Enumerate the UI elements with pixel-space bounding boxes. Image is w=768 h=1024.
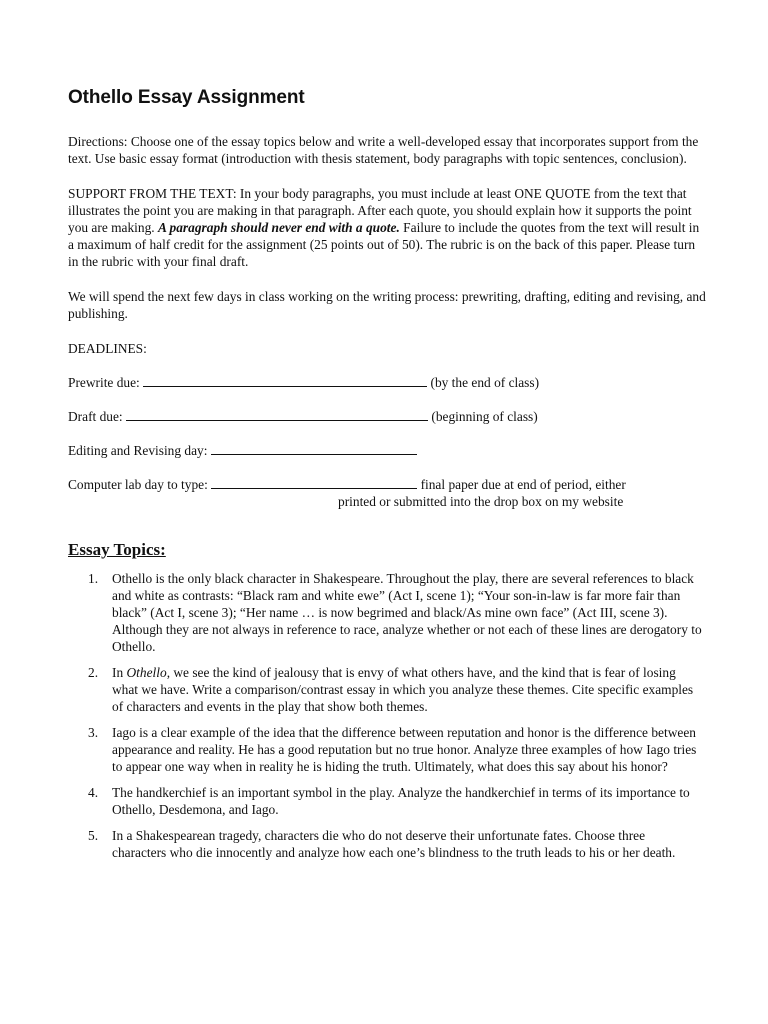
topic-number: 1. <box>88 571 99 586</box>
editing-blank[interactable] <box>211 442 417 455</box>
draft-blank[interactable] <box>126 408 428 421</box>
lab-deadline <box>68 476 708 493</box>
draft-note: (beginning of class) <box>431 409 538 424</box>
support-text-2: Failure to include the quotes from the text will result in a maximum of half credit for the assignment (25 points out of 50). The rubric is on the back of this paper. Please turn in the rubric with your final draft. <box>68 220 700 269</box>
process-paragraph: We will spend the next few days in class working on the writing process: prewriting, drafting, editing and revising, and publishing. <box>68 289 706 321</box>
topic-text: Iago is a clear example of the idea that the difference between reputation and honor is the difference between appearance and reality. He has a good reputation but no true honor. Analyze three examples of how Iago tries to appear one way when in reality he is hiding the truth. Ultimately, what does this say about his honor? <box>112 725 697 774</box>
page-title: Othello Essay Assignment <box>68 87 305 108</box>
directions-paragraph: Directions: Choose one of the essay topics below and write a well-developed essay that incorporates support from the text. Use basic essay format (introduction with thesis statement, body paragraphs with topic sentences, conclusion). <box>68 134 699 166</box>
draft-label: Draft due: <box>68 409 123 424</box>
draft-deadline <box>68 408 708 425</box>
topic-italic-title: Othello <box>126 665 167 680</box>
prewrite-note: (by the end of class) <box>430 375 540 390</box>
list-item <box>68 570 702 655</box>
list-item <box>68 724 702 775</box>
topic-number: 2. <box>88 665 99 680</box>
lab-label: Computer lab day to type: <box>68 477 208 492</box>
lab-note-continued: printed or submitted into the drop box on my website <box>338 494 624 509</box>
topic-text: The handkerchief is an important symbol in the play. Analyze the handkerchief in terms of its importance to Othello, Desdemona, and Iago. <box>112 785 690 817</box>
essay-topics-list <box>68 570 708 861</box>
editing-deadline <box>68 442 708 459</box>
topic-text: In a Shakespearean tragedy, characters die who do not deserve their unfortunate fates. Choose three characters who die innocently and analyze how each one’s blindness to the truth leads to his or her death. <box>112 828 676 860</box>
topic-number: 5. <box>88 828 99 843</box>
topic-number: 4. <box>88 785 99 800</box>
lab-note: final paper due at end of period, either <box>420 477 626 492</box>
document-content <box>68 86 708 870</box>
essay-topics-heading: Essay Topics: <box>68 540 166 559</box>
list-item <box>68 664 702 715</box>
list-item <box>68 784 702 818</box>
editing-label: Editing and Revising day: <box>68 443 208 458</box>
deadlines-heading: DEADLINES: <box>68 341 147 356</box>
support-emphasis: A paragraph should never end with a quote. <box>158 220 400 235</box>
prewrite-deadline <box>68 374 708 391</box>
list-item <box>68 827 702 861</box>
topic-text: Othello is the only black character in Shakespeare. Throughout the play, there are several references to black and white as contrasts: “Black ram and white ewe” (Act I, scene 1); “Your son-in-law is far more fair than black” (Act I, scene 3); “Her name … is now begrimed and black/As mine own face” (Act III, scene 3). Although they are not always in reference to race, analyze whether or not each of these lines are derogatory to Othello. <box>112 571 702 654</box>
support-text-1: SUPPORT FROM THE TEXT: In your body paragraphs, you must include at least ONE QUOTE from the text that illustrates the point you are making in that paragraph. After each quote, you should explain how it supports the point you are making. <box>68 186 692 235</box>
topic-text: , we see the kind of jealousy that is envy of what others have, and the kind that is fear of losing what we have. Write a comparison/contrast essay in which you analyze these themes. Cite specific examples of characters and events in the play that show both themes. <box>112 665 694 714</box>
topic-number: 3. <box>88 725 99 740</box>
support-paragraph <box>68 185 708 270</box>
lab-blank[interactable] <box>211 476 417 489</box>
topic-text-pre: In <box>112 665 127 680</box>
prewrite-blank[interactable] <box>143 374 427 387</box>
prewrite-label: Prewrite due: <box>68 375 140 390</box>
